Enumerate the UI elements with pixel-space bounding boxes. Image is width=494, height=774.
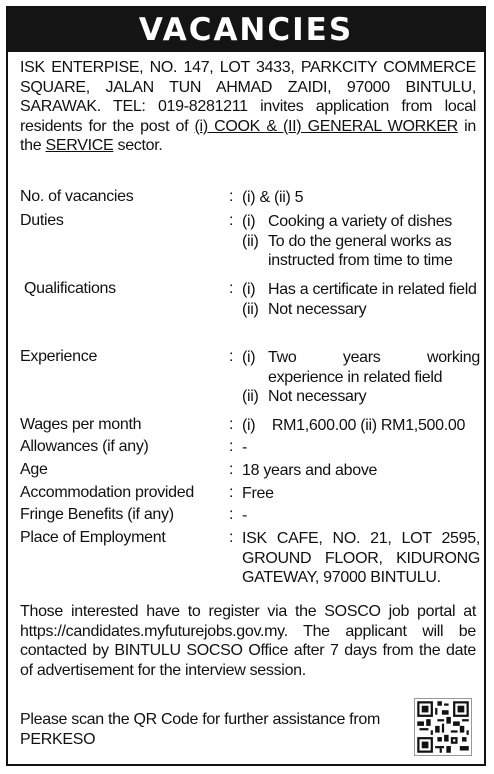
- colon: :: [229, 438, 234, 455]
- experience-item: (i) Two years working experience in related field: [242, 349, 480, 386]
- vacancy-advertisement: [6, 6, 486, 766]
- age-label: Age: [20, 461, 48, 478]
- qualification-item: (i) Has a certificate in related field: [242, 281, 477, 298]
- experience-value: [242, 348, 480, 407]
- accommodation-value: Free: [242, 485, 274, 502]
- fringe-benefits-label: Fringe Benefits (if any): [20, 506, 174, 523]
- colon: :: [229, 188, 234, 205]
- vacancies-value: (i) & (ii) 5: [242, 189, 304, 206]
- scan-instruction: Please scan the QR Code for further assistance from PERKESO: [20, 711, 380, 748]
- colon: :: [229, 416, 234, 433]
- place-value: ISK CAFE, NO. 21, LOT 2595, GROUND FLOOR, KIDURONG GATEWAY, 97000 BINTULU.: [242, 530, 480, 586]
- vacancies-banner: VACANCIES: [8, 8, 484, 52]
- intro-text-middle: in the: [20, 117, 476, 154]
- place-label: Place of Employment: [20, 529, 166, 546]
- intro-paragraph: [20, 58, 476, 156]
- colon: :: [229, 212, 234, 229]
- colon: :: [229, 348, 234, 365]
- qualifications-label: Qualifications: [24, 280, 116, 297]
- fringe-benefits-value: -: [242, 507, 248, 524]
- wages-label: Wages per month: [20, 416, 142, 433]
- vacancies-label: No. of vacancies: [20, 188, 134, 205]
- wages-value: (i) RM1,600.00 (ii) RM1,500.00: [242, 417, 466, 434]
- allowances-label: Allowances (if any): [20, 438, 149, 455]
- colon: :: [229, 280, 234, 297]
- qr-code-icon: [414, 698, 472, 756]
- allowances-value: -: [242, 439, 248, 456]
- qualification-item: (ii) Not necessary: [242, 300, 367, 318]
- duty-item: (ii) To do the general works as instructed from time to time: [242, 232, 453, 269]
- intro-text: ISK ENTERPISE, NO. 147, LOT 3433, PARKCITY COMMERCE SQUARE, JALAN TUN AHMAD ZAIDI, 97000 BINTULU, SARAWAK. TEL: 019-8281211 invites application from local residents for the post of: [20, 59, 476, 135]
- experience-label: Experience: [20, 348, 98, 365]
- intro-text-end: sector.: [113, 137, 163, 154]
- post-title: (i) COOK & (II) GENERAL WORKER: [194, 117, 458, 135]
- duty-item: (i) Cooking a variety of dishes: [242, 213, 453, 230]
- age-value: 18 years and above: [242, 462, 378, 479]
- sector-name: SERVICE: [45, 137, 114, 154]
- registration-instructions: Those interested have to register via the SOSCO job portal at https://candidates.myfuturejobs.gov.my. The applicant will be contacted by BINTULU SOCSO Office after 7 days from the date of advertisement for the interview session.: [20, 603, 476, 679]
- qualifications-value: [242, 280, 480, 319]
- duties-label: Duties: [20, 212, 64, 229]
- colon: :: [229, 484, 234, 501]
- accommodation-label: Accommodation provided: [20, 484, 194, 501]
- experience-item: (ii) Not necessary: [242, 388, 367, 405]
- colon: :: [229, 529, 234, 546]
- colon: :: [229, 461, 234, 478]
- colon: :: [229, 506, 234, 523]
- duties-value: [242, 212, 480, 271]
